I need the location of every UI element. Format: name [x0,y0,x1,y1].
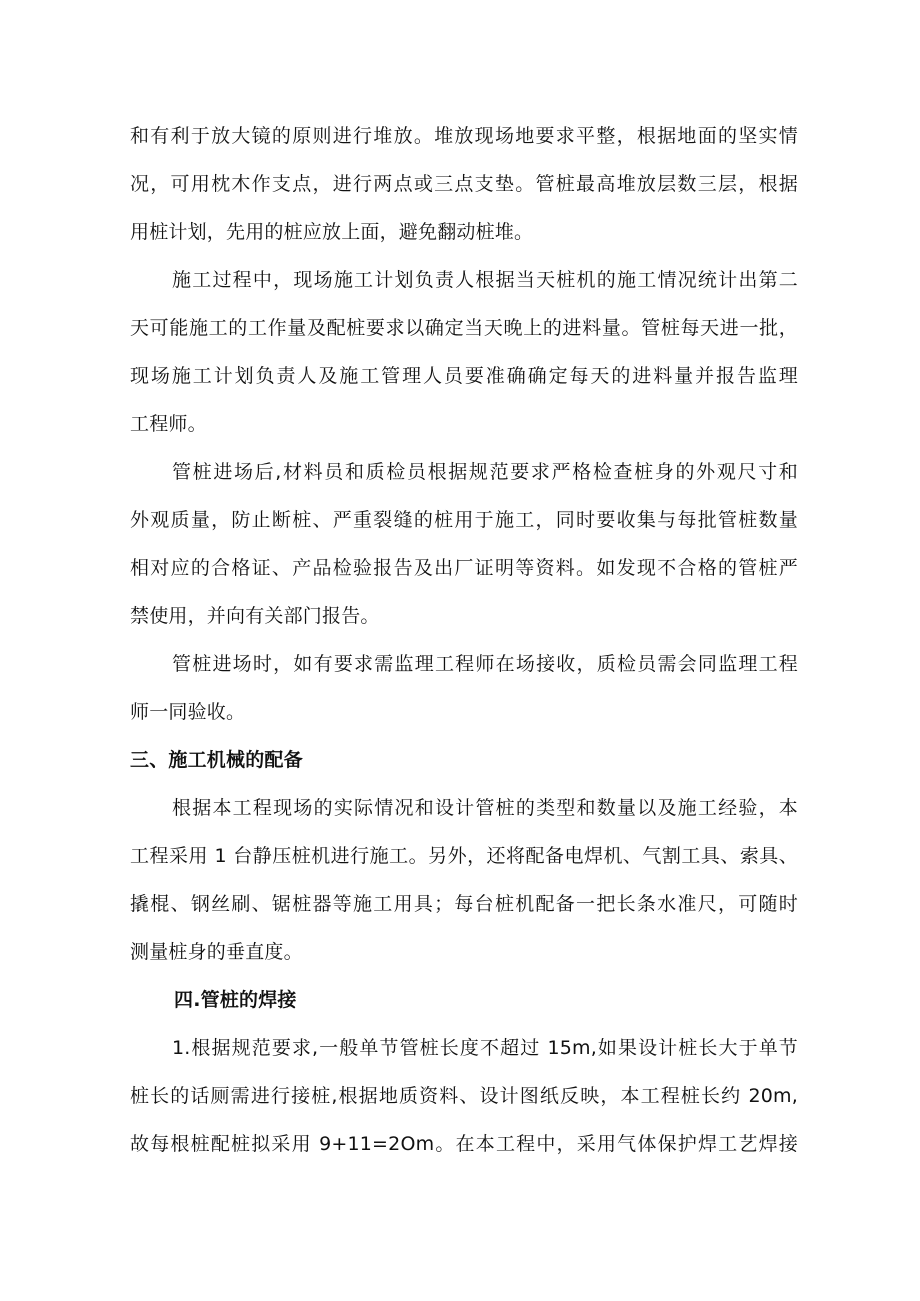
text-line: 测量桩身的垂直度。 [130,941,303,963]
paragraph-pile-inspection [130,448,798,640]
text-line: 撬棍、钢丝刷、锯桩器等施工用具；每台桩机配备一把长条水准尺，可随时 [130,893,798,915]
text-line: 禁使用，并向有关部门报告。 [130,605,380,627]
section-welding [130,976,798,1168]
text-line: 管桩进场时，如有要求需监理工程师在场接收，质检员需会同监理工程 [172,653,798,675]
text-line: 用桩计划，先用的桩应放上面，避免翻动桩堆。 [130,221,534,243]
text-line: 根据本工程现场的实际情况和设计管桩的类型和数量以及施工经验，本 [172,797,798,819]
text-line: 天可能施工的工作量及配桩要求以确定当天晚上的进料量。管桩每天进一批， [130,317,798,339]
text-line: 师一同验收。 [130,701,246,723]
paragraph-acceptance [130,640,798,736]
paragraph-construction-process [130,256,798,448]
text-line: 况，可用枕木作支点，进行两点或三点支垫。管桩最高堆放层数三层，根据 [130,173,798,195]
section-heading: 三、施工机械的配备 [130,749,303,771]
text-line: 和有利于放大镜的原则进行堆放。堆放现场地要求平整，根据地面的坚实情 [130,125,798,147]
text-line: 工程师。 [130,413,207,435]
text-line: 外观质量，防止断桩、严重裂缝的桩用于施工，同时要收集与每批管桩数量 [130,509,798,531]
section-machinery [130,736,798,976]
paragraph-storage [130,112,798,256]
text-line: 施工过程中，现场施工计划负责人根据当天桩机的施工情况统计出第二 [172,269,798,291]
text-line: 故每根桩配桩拟采用 9+11=2Om。在本工程中，采用气体保护焊工艺焊接 [130,1133,798,1155]
text-line: 现场施工计划负责人及施工管理人员要准确确定每天的进料量并报告监理 [130,365,798,387]
document-body [130,112,798,1168]
text-line: 桩长的话厕需进行接桩,根据地质资料、设计图纸反映，本工程桩长约 20m, [130,1085,798,1107]
text-line: 管桩进场后,材料员和质检员根据规范要求严格检查桩身的外观尺寸和 [172,461,798,483]
text-line: 相对应的合格证、产品检验报告及出厂证明等资料。如发现不合格的管桩严 [130,557,798,579]
section-heading: 四.管桩的焊接 [174,989,297,1011]
text-line: 1.根据规范要求,一般单节管桩长度不超过 15m,如果设计桩长大于单节 [172,1037,798,1059]
text-line: 工程采用 1 台静压桩机进行施工。另外，还将配备电焊机、气割工具、索具、 [130,845,798,867]
